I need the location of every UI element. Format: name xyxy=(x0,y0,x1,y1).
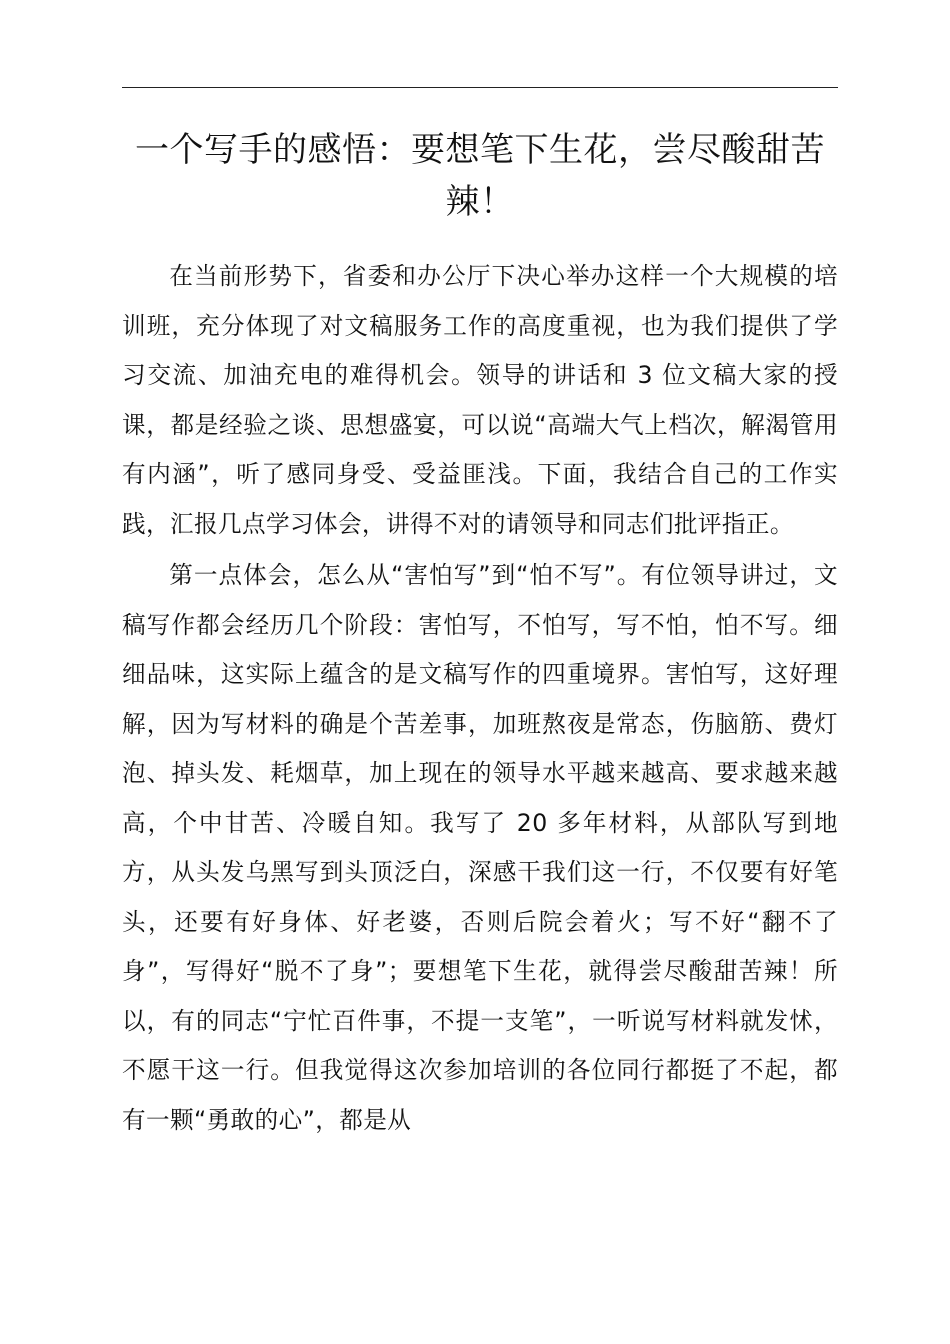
paragraph-1: 在当前形势下，省委和办公厅下决心举办这样一个大规模的培训班，充分体现了对文稿服务工作的高度重视，也为我们提供了学习交流、加油充电的难得机会。领导的讲话和 3 位文稿大家的授课，都是经验之谈、思想盛宴，可以说“高端大气上档次，解渴管用有内涵”，听了感同身受、受益匪浅。下面，我结合自己的工作实践，汇报几点学习体会，讲得不对的请领导和同志们批评指正。 xyxy=(122,262,838,538)
header-rule xyxy=(122,87,838,88)
document-body xyxy=(122,252,838,1147)
document-title: 一个写手的感悟：要想笔下生花，尝尽酸甜苦辣！ xyxy=(135,130,825,222)
paragraph-2: 第一点体会，怎么从“害怕写”到“怕不写”。有位领导讲过，文稿写作都会经历几个阶段：害怕写，不怕写，写不怕，怕不写。细细品味，这实际上蕴含的是文稿写作的四重境界。害怕写，这好理解，因为写材料的确是个苦差事，加班熬夜是常态，伤脑筋、费灯泡、掉头发、耗烟草，加上现在的领导水平越来越高、要求越来越高，个中甘苦、冷暖自知。我写了 20 多年材料，从部队写到地方，从头发乌黑写到头顶泛白，深感干我们这一行，不仅要有好笔头，还要有好身体、好老婆，否则后院会着火；写不好“翻不了身”，写得好“脱不了身”；要想笔下生花，就得尝尽酸甜苦辣！所以，有的同志“宁忙百件事，不提一支笔”，一听说写材料就发怵，不愿干这一行。但我觉得这次参加培训的各位同行都挺了不起，都有一颗“勇敢的心”，都是从 xyxy=(122,561,838,1134)
